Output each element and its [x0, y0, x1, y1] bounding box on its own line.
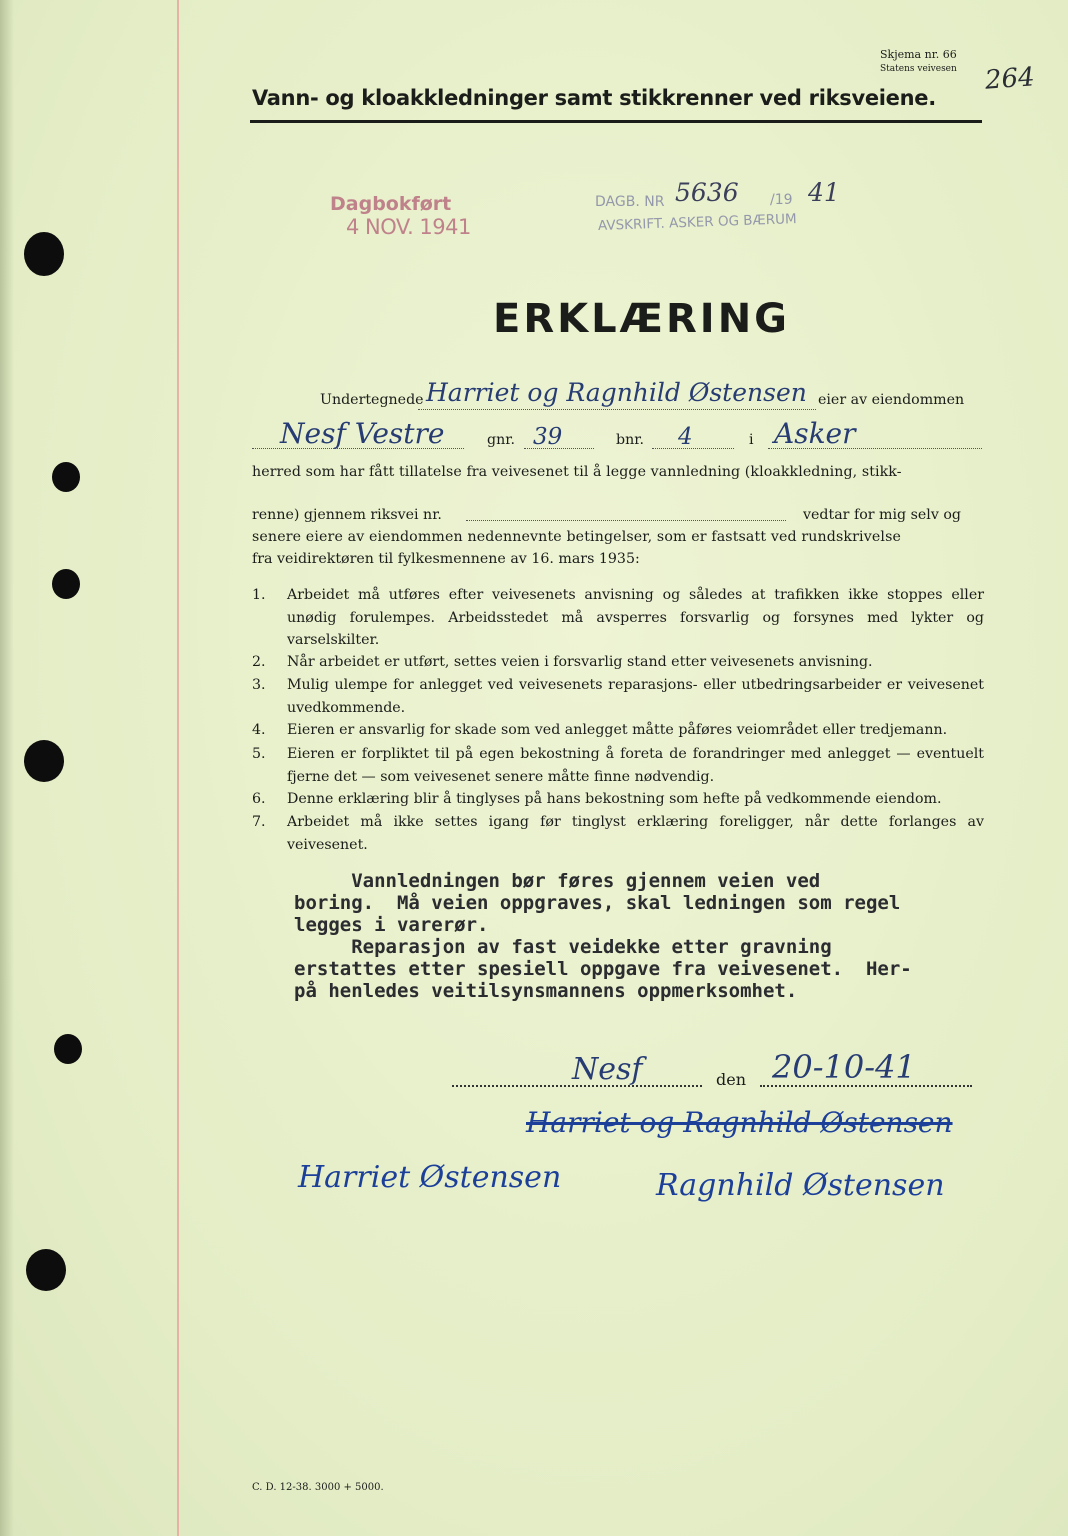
form-line-6: fra veidirektøren til fylkesmennene av 16. mars 1935: — [252, 551, 640, 567]
bnr-label: bnr. — [616, 432, 644, 448]
dagb-stamp-number: 5636 — [675, 178, 739, 207]
typewritten-note: Vannledningen bør føres gjennem veien ved boring. Må veien oppgraves, skal ledningen som regel legges i varerør. Reparasjon av fast veidekke etter gravning erstattes etter spesiell oppgave fra veivesenet. Her- på henledes veitilsynsmannens oppmerksomhet. — [294, 870, 912, 1002]
handwritten-page-number: 264 — [984, 62, 1036, 96]
dagb-stamp-year: 41 — [808, 178, 840, 207]
undertegnede-dotline — [418, 409, 816, 410]
condition-text: Arbeidet må ikke settes igang før tinglyst erklæring foreligger, når dette forlanges av veivesenet. — [287, 814, 984, 853]
dagbokfort-stamp-date: 4 NOV. 1941 — [346, 215, 471, 239]
bnr-dotline — [652, 448, 734, 449]
gnr-label: gnr. — [487, 432, 515, 448]
condition-text: Denne erklæring blir å tinglyses på hans bekostning som hefte på vedkommende eiendom. — [287, 791, 942, 807]
condition-text: Eieren er forpliktet til på egen bekostning å foreta de forandringer med anlegget — eventuelt fjerne det — som veivesenet senere måtte finne nødvendig. — [287, 746, 984, 785]
place-value: Nesf — [572, 1052, 643, 1087]
condition-number: 7. — [252, 814, 266, 830]
form-line-5: senere eiere av eiendommen nedennevnte betingelser, som er fastsatt ved rundskrivelse — [252, 529, 902, 545]
signature-harriet: Harriet Østensen — [298, 1160, 562, 1195]
condition-number: 3. — [252, 677, 266, 693]
property-name: Nesf Vestre — [280, 417, 445, 450]
condition-number: 1. — [252, 587, 266, 603]
undertegnede-value: Harriet og Ragnhild Østensen — [426, 378, 807, 407]
bnr-value: 4 — [678, 424, 693, 450]
punch-hole — [52, 462, 80, 492]
signature-ragnhild: Ragnhild Østensen — [656, 1168, 945, 1203]
undertegnede-label: Undertegnede — [320, 392, 424, 408]
headline-underline — [250, 120, 982, 123]
punch-hole — [54, 1034, 82, 1064]
condition-number: 2. — [252, 654, 266, 670]
avskrift-stamp: AVSKRIFT. ASKER OG BÆRUM — [597, 211, 797, 234]
condition-item — [252, 584, 984, 652]
red-margin-line — [177, 0, 179, 1536]
gnr-value: 39 — [533, 424, 563, 450]
document-title: ERKLÆRING — [493, 296, 790, 342]
riksvei-dotline — [466, 520, 786, 521]
i-label: i — [749, 432, 754, 448]
print-code-footer: C. D. 12-38. 3000 + 5000. — [252, 1482, 384, 1493]
condition-item — [252, 719, 984, 742]
form-line-3: herred som har fått tillatelse fra veivesenet til å legge vannledning (kloakkledning, stikk- — [252, 464, 902, 480]
page-edge-shadow — [0, 0, 14, 1536]
form-line-4-end: vedtar for mig selv og — [803, 507, 961, 523]
dagb-stamp-prefix: DAGB. NR — [595, 194, 665, 210]
condition-item — [252, 651, 984, 674]
dagb-stamp-year-prefix: /19 — [770, 192, 793, 208]
punch-hole — [26, 1249, 66, 1291]
condition-text: Arbeidet må utføres efter veivesenets anvisning og således at trafikken ikke stoppes eller unødig forulempes. Arbeidsstedet må avsperres forsvarlig og forsynes med lykter og varselskilter. — [287, 587, 984, 648]
condition-item — [252, 811, 984, 856]
condition-text: Eieren er ansvarlig for skade som ved anlegget måtte påføres veiområdet eller tredjemann. — [287, 722, 948, 738]
condition-item — [252, 788, 984, 811]
condition-number: 4. — [252, 722, 266, 738]
date-value: 20-10-41 — [772, 1048, 916, 1086]
condition-text: Mulig ulempe for anlegget ved veivesenets reparasjons- eller utbedringsarbeider er veivesenet uvedkommende. — [287, 677, 984, 716]
condition-item — [252, 674, 984, 719]
dagbokfort-stamp-label: Dagbokført — [330, 193, 452, 215]
agency-label: Statens veivesen — [880, 64, 957, 74]
eier-label: eier av eiendommen — [818, 392, 965, 408]
condition-number: 5. — [252, 746, 266, 762]
form-number — [880, 48, 957, 76]
punch-hole — [24, 740, 64, 782]
condition-text: Når arbeidet er utført, settes veien i forsvarlig stand etter veivesenets anvisning. — [287, 654, 873, 670]
punch-hole — [24, 232, 64, 276]
form-line-4-start: renne) gjennem riksvei nr. — [252, 507, 442, 523]
condition-item — [252, 743, 984, 788]
skjema-label: Skjema nr. 66 — [880, 48, 957, 61]
crossed-out-signature: Harriet og Ragnhild Østensen — [526, 1106, 953, 1139]
punch-hole — [52, 569, 80, 599]
document-headline: Vann- og kloakkledninger samt stikkrenner ved riksveiene. — [252, 86, 936, 110]
municipality-value: Asker — [774, 417, 856, 450]
condition-number: 6. — [252, 791, 266, 807]
den-label: den — [716, 1070, 747, 1089]
